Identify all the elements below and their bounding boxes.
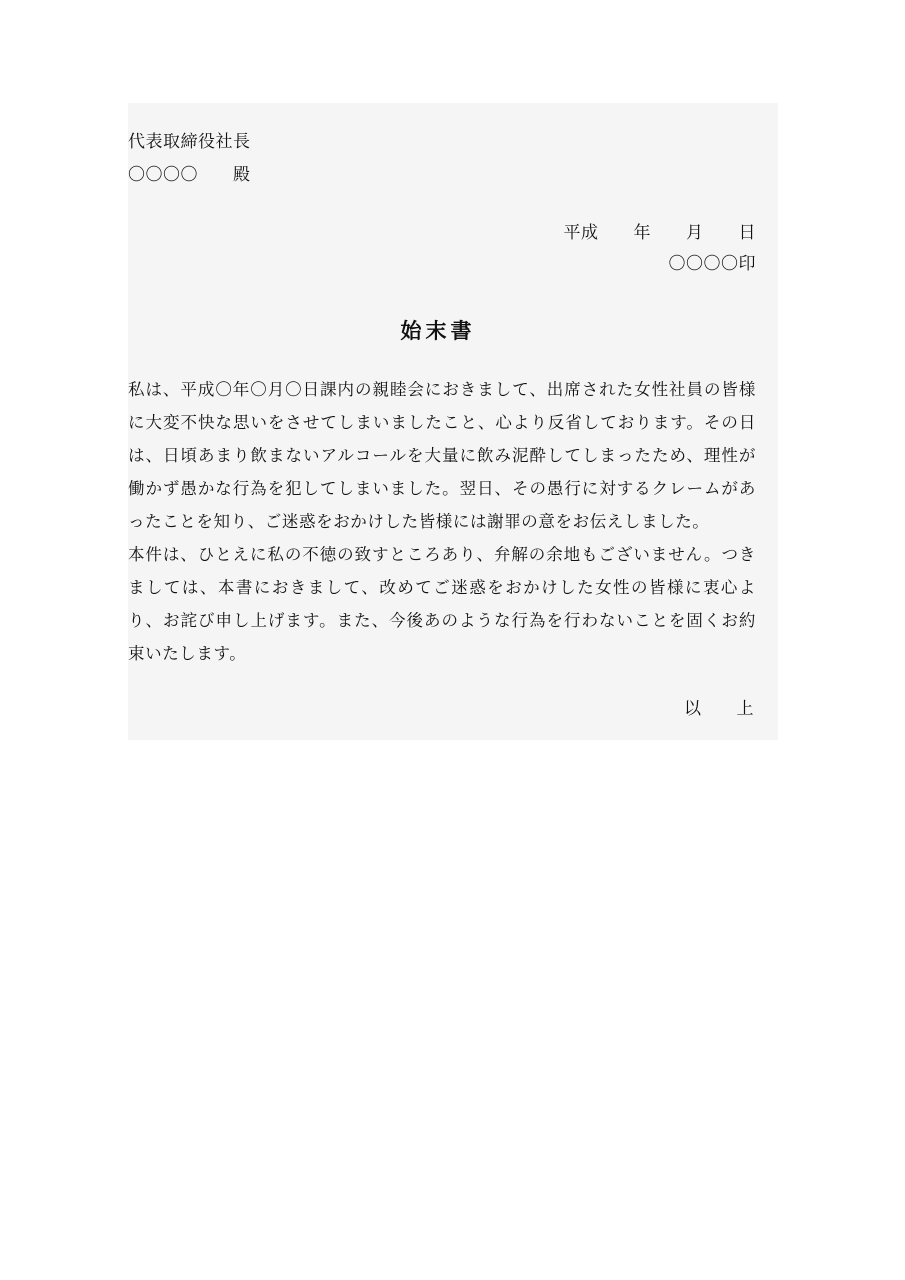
seal-line: 〇〇〇〇印 <box>668 253 756 273</box>
addressee-block <box>128 125 756 191</box>
document-body <box>128 103 778 740</box>
body-text <box>128 373 756 670</box>
addressee-name: 〇〇〇〇 殿 <box>128 165 251 185</box>
body-paragraph-2: 本件は、ひとえに私の不徳の致すところあり、弁解の余地もございません。つきましては、本書におきまして、改めてご迷惑をおかけした女性の皆様に衷心より、お詫び申し上げます。また、今後あのような行為を行わないことを固くお約束いたします。 <box>128 544 756 663</box>
addressee-title: 代表取締役社長 <box>128 132 251 151</box>
closing-line: 以 上 <box>684 698 754 718</box>
body-paragraph-1: 私は、平成〇年〇月〇日課内の親睦会におきまして、出席された女性社員の皆様に大変不快な思いをさせてしまいましたこと、心より反省しております。その日は、日頃あまり飲まないアルコールを大量に飲み泥酔してしまったため、理性が働かず愚かな行為を犯してしまいました。翌日、その愚行に対するクレームがあったことを知り、ご迷惑をおかけした皆様には謝罪の意をお伝えしました。 <box>128 379 756 531</box>
date-line: 平成 年 月 日 <box>563 223 756 243</box>
document-title: 始末書 <box>400 318 476 343</box>
